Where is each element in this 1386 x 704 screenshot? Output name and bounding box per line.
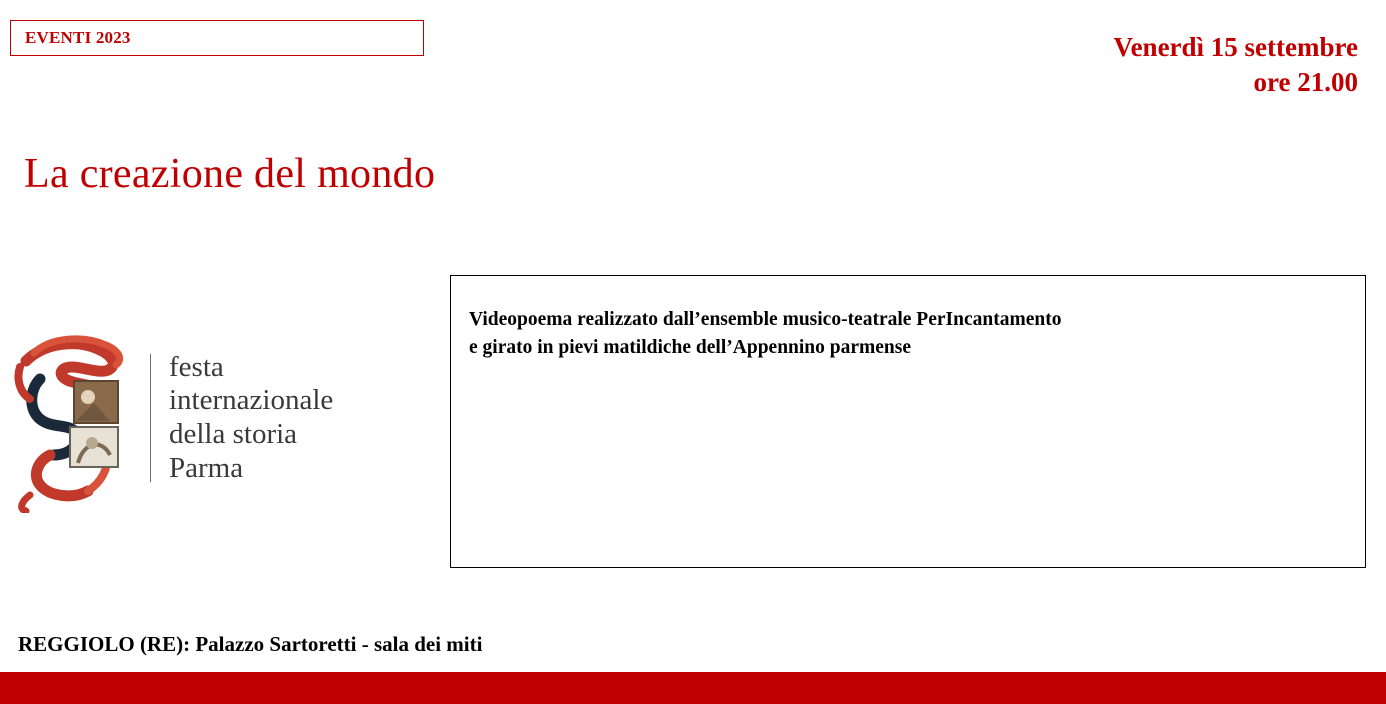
description-line-2: e girato in pievi matildiche dell’Appennino parmense xyxy=(469,336,912,358)
events-badge xyxy=(10,20,424,56)
event-date-time: ore 21.00 xyxy=(1253,66,1358,97)
events-badge-label: EVENTI 2023 xyxy=(25,28,131,47)
logo-line-2: internazionale xyxy=(169,384,334,417)
logo-line-3: della storia xyxy=(169,418,298,450)
page-title: La creazione del mondo xyxy=(24,151,436,197)
festival-logo xyxy=(14,318,414,518)
event-date-day: Venerdì 15 settembre xyxy=(1113,32,1358,62)
description-box xyxy=(450,275,1366,568)
venue-text: REGGIOLO (RE): Palazzo Sartoretti - sala dei miti xyxy=(18,632,483,656)
bottom-accent-bar xyxy=(0,672,1386,704)
logo-divider xyxy=(150,354,151,482)
logo-line-4: Parma xyxy=(169,451,244,484)
festival-serpent-logo-icon xyxy=(14,323,144,513)
logo-line-1: festa xyxy=(169,350,224,383)
logo-wordmark xyxy=(169,351,333,486)
event-date-block xyxy=(1114,30,1358,99)
description-line-1: Videopoema realizzato dall’ensemble musico-teatrale PerIncantamento xyxy=(469,309,1062,330)
